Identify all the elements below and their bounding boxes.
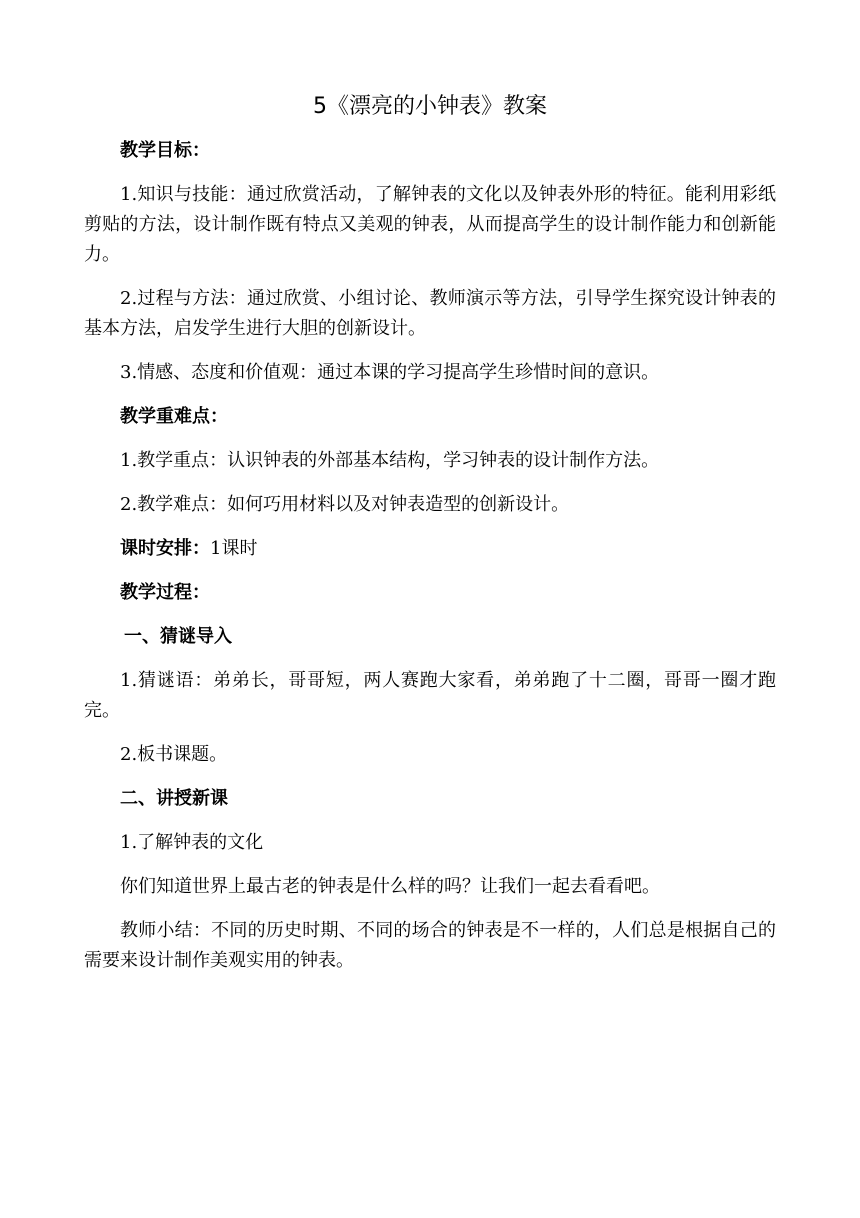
class-hours-label: 课时安排： [120,538,210,559]
heading-teaching-process: 教学过程： [120,582,210,603]
paragraph-oldest-clock: 你们知道世界上最古老的钟表是什么样的吗？让我们一起去看看吧。 [120,876,660,897]
heading-new-lesson: 二、讲授新课 [120,788,228,809]
paragraph-difficult-point: 2.教学难点：如何巧用材料以及对钟表造型的创新设计。 [120,494,570,515]
paragraph-process-methods: 2.过程与方法：通过欣赏、小组讨论、教师演示等方法，引导学生探究设计钟表的基本方法，启发学生进行大胆的创新设计。 [84,288,776,339]
paragraph-emotion-values: 3.情感、态度和价值观：通过本课的学习提高学生珍惜时间的意识。 [120,362,660,383]
heading-riddle-intro: 一、猜谜导入 [124,626,232,647]
paragraph-board-title: 2.板书课题。 [120,744,228,765]
heading-teaching-objectives: 教学目标： [120,140,210,161]
paragraph-class-hours [84,534,776,564]
document-title: 5《漂亮的小钟表》教案 [313,94,547,119]
paragraph-knowledge-skills: 1.知识与技能：通过欣赏活动，了解钟表的文化以及钟表外形的特征。能利用彩纸剪贴的方法，设计制作既有特点又美观的钟表，从而提高学生的设计制作能力和创新能力。 [84,184,776,265]
class-hours-value: 1课时 [210,538,258,559]
heading-key-difficult-points: 教学重难点： [120,406,228,427]
document-body [84,136,776,990]
paragraph-teacher-summary: 教师小结：不同的历史时期、不同的场合的钟表是不一样的，人们总是根据自己的需要来设计制作美观实用的钟表。 [84,920,776,971]
paragraph-riddle: 1.猜谜语：弟弟长，哥哥短，两人赛跑大家看，弟弟跑了十二圈，哥哥一圈才跑完。 [84,670,776,721]
paragraph-clock-culture: 1.了解钟表的文化 [120,832,264,853]
paragraph-key-point: 1.教学重点：认识钟表的外部基本结构，学习钟表的设计制作方法。 [120,450,660,471]
